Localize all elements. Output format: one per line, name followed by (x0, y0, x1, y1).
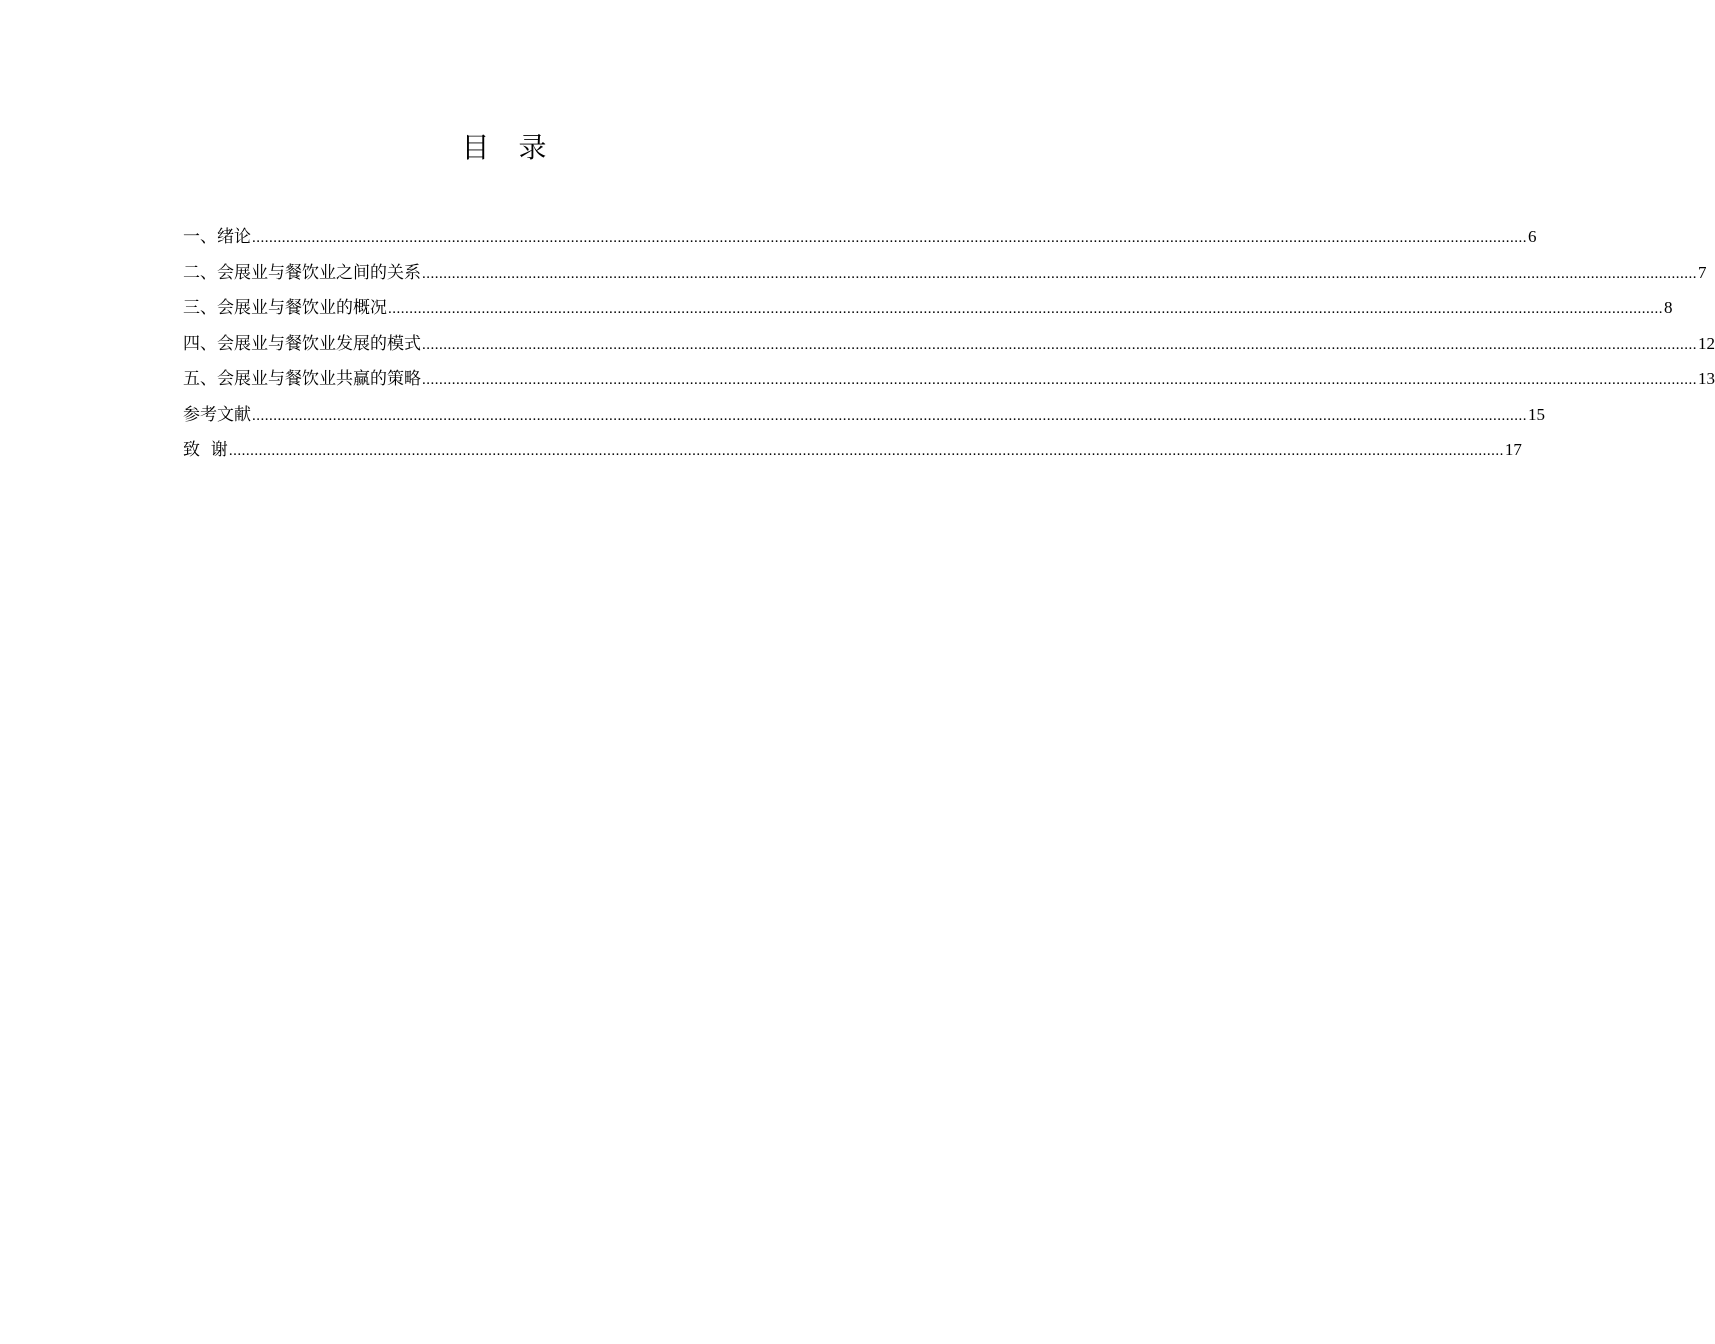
toc-entry[interactable] (183, 295, 1673, 331)
toc-dot-leader: ............................................................................................................................................................................................................................................................................................................ (228, 443, 1504, 459)
toc-entry-label: 致 谢 (183, 440, 228, 460)
page-title: 目 录 (461, 131, 557, 164)
toc-entry[interactable] (183, 402, 1545, 438)
toc-entry[interactable] (183, 366, 1715, 402)
toc-entry-page-number: 7 (1698, 262, 1707, 282)
toc-entry-label: 五、会展业与餐饮业共赢的策略 (183, 369, 421, 389)
toc-entry-page-number: 12 (1698, 333, 1715, 353)
toc-entry[interactable] (183, 260, 1707, 296)
toc-entry-label: 四、会展业与餐饮业发展的模式 (183, 333, 421, 354)
table-of-contents (183, 224, 1715, 473)
toc-dot-leader: ............................................................................................................................................................................................................................................................................................................ (422, 336, 1697, 353)
toc-entry-page-number: 6 (1528, 227, 1537, 246)
toc-entry-label: 二、会展业与餐饮业之间的关系 (183, 262, 421, 283)
toc-entry-page-number: 13 (1698, 369, 1715, 388)
toc-entry-page-number: 8 (1664, 298, 1673, 317)
toc-entry[interactable] (183, 331, 1715, 367)
toc-dot-leader: ............................................................................................................................................................................................................................................................................................................ (252, 230, 1527, 246)
toc-dot-leader: ............................................................................................................................................................................................................................................................................................................ (422, 265, 1697, 282)
toc-entry[interactable] (183, 437, 1522, 473)
toc-entry-label: 三、会展业与餐饮业的概况 (183, 298, 387, 318)
toc-entry-label: 一、绪论 (183, 227, 251, 247)
toc-dot-leader: ............................................................................................................................................................................................................................................................................................................ (252, 407, 1527, 424)
toc-dot-leader: ............................................................................................................................................................................................................................................................................................................ (388, 301, 1663, 317)
toc-entry[interactable] (183, 224, 1537, 260)
toc-entry-page-number: 15 (1528, 404, 1545, 424)
toc-dot-leader: ............................................................................................................................................................................................................................................................................................................ (422, 372, 1697, 388)
toc-entry-page-number: 17 (1504, 440, 1522, 459)
toc-entry-label: 参考文献 (183, 404, 251, 425)
